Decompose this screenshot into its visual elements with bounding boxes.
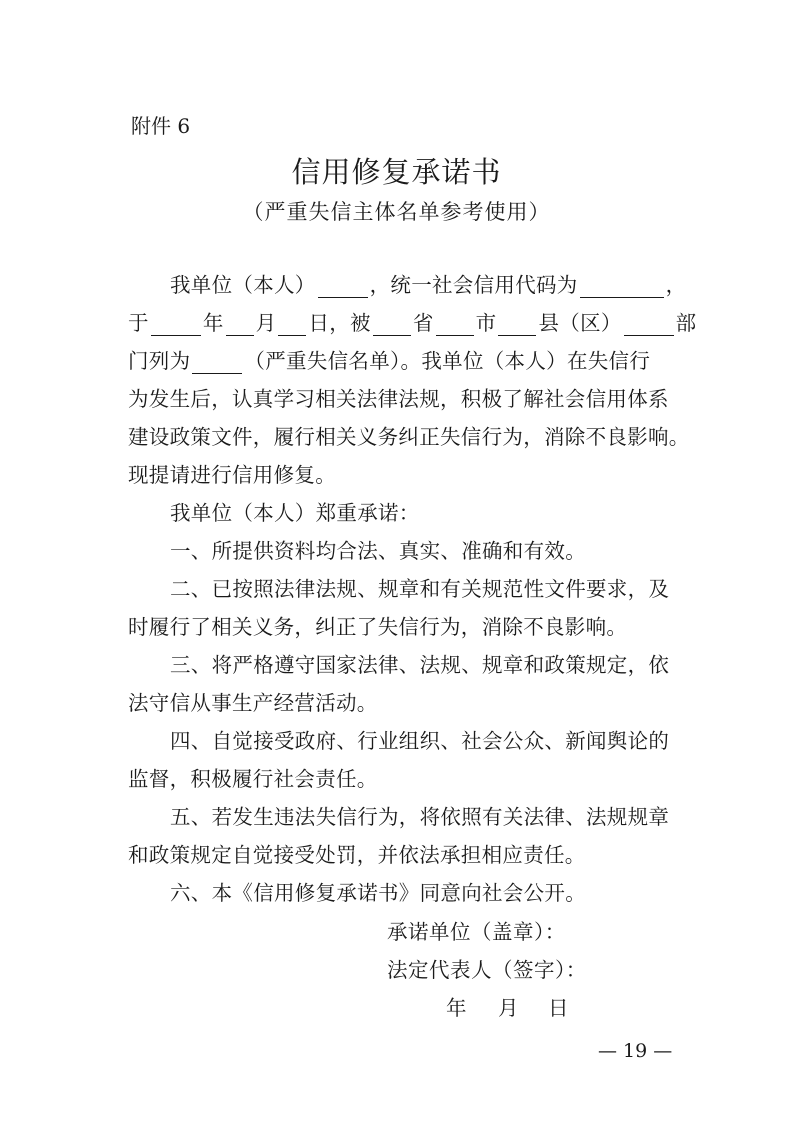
text-segment: ，统一社会信用代码为 (369, 273, 578, 297)
commitment-intro: 我单位（本人）郑重承诺： (170, 501, 420, 525)
commitment-item-5-line2: 和政策规定自觉接受处罚，并依法承担相应责任。 (128, 843, 586, 867)
text-segment: 于 (128, 311, 149, 335)
text-segment: 门列为 (128, 349, 191, 373)
text-segment: 月 (255, 311, 277, 335)
text-segment: 县（区） (538, 311, 622, 335)
commitment-item-3-line2: 法守信从事生产经营活动。 (128, 691, 378, 715)
text-segment: 部 (675, 311, 697, 335)
text-segment: 年 (202, 311, 224, 335)
fill-blank-unit-name (318, 277, 368, 298)
commitment-item-6: 六、本《信用修复承诺书》同意向社会公开。 (170, 881, 586, 905)
text-segment: 市 (475, 311, 497, 335)
fill-blank-year (151, 315, 201, 336)
paragraph1-line3 (128, 344, 650, 374)
signature-date-month: 月 (498, 996, 519, 1020)
fill-blank-month (226, 315, 254, 336)
fill-blank-county (498, 315, 536, 336)
document-subtitle: （严重失信主体名单参考使用） (242, 200, 551, 224)
text-segment: 我单位（本人） (170, 273, 316, 297)
fill-blank-department (624, 315, 674, 336)
fill-blank-credit-code (580, 277, 664, 298)
text-segment: ， (665, 273, 687, 297)
commitment-item-2-line2: 时履行了相关义务，纠正了失信行为，消除不良影响。 (128, 615, 628, 639)
fill-blank-day (278, 315, 306, 336)
paragraph1-line1 (170, 268, 686, 298)
signature-date-year: 年 (446, 996, 467, 1020)
commitment-item-5-line1: 五、若发生违法失信行为，将依照有关法律、法规规章 (170, 805, 670, 829)
commitment-item-4-line2: 监督，积极履行社会责任。 (128, 767, 378, 791)
paragraph1-line2 (128, 306, 696, 336)
paragraph1-line6: 现提请进行信用修复。 (128, 463, 336, 487)
signature-unit-seal: 承诺单位（盖章）： (387, 920, 566, 944)
page-number: — 19 — (598, 1040, 673, 1062)
commitment-item-3-line1: 三、将严格遵守国家法律、法规、规章和政策规定，依 (170, 653, 670, 677)
fill-blank-list-date (192, 353, 242, 374)
signature-date-day: 日 (548, 996, 569, 1020)
text-segment: （严重失信名单）。我单位（本人）在失信行 (244, 349, 651, 373)
paragraph1-line4: 为发生后，认真学习相关法律法规，积极了解社会信用体系 (128, 387, 669, 411)
commitment-item-4-line1: 四、自觉接受政府、行业组织、社会公众、新闻舆论的 (170, 729, 670, 753)
signature-legal-representative: 法定代表人（签字）： (387, 958, 587, 982)
commitment-item-2-line1: 二、已按照法律法规、规章和有关规范性文件要求，及 (170, 577, 670, 601)
commitment-item-1: 一、所提供资料均合法、真实、准确和有效。 (170, 539, 586, 563)
fill-blank-city (436, 315, 474, 336)
attachment-label: 附件 6 (131, 114, 191, 138)
text-segment: 省 (412, 311, 434, 335)
paragraph1-line5: 建设政策文件，履行相关义务纠正失信行为，消除不良影响。 (128, 425, 690, 449)
fill-blank-province (373, 315, 411, 336)
document-title: 信用修复承诺书 (291, 155, 502, 189)
text-segment: 日，被 (308, 311, 371, 335)
